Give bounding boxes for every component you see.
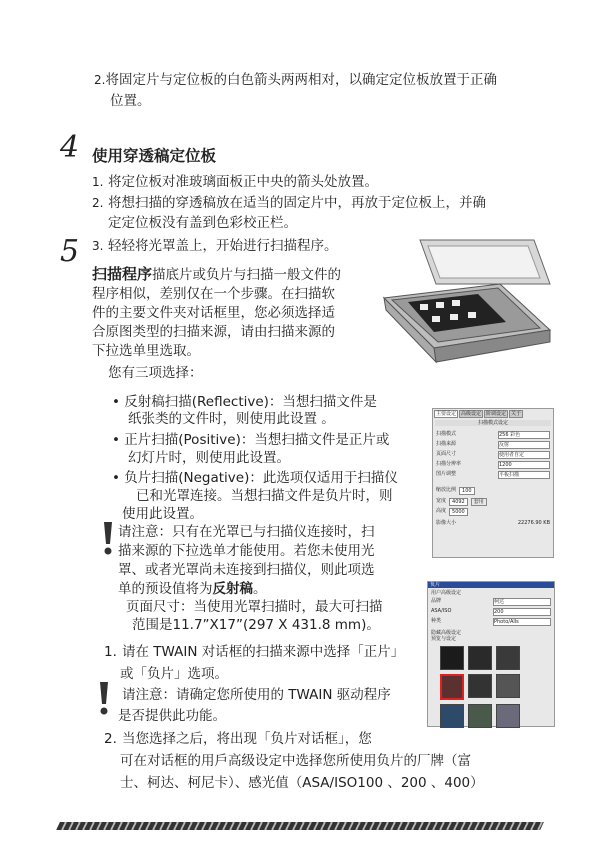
row-select: 1200 [498, 461, 550, 469]
twain-dialog-screenshot [432, 408, 554, 558]
page-size-line: 范围是11.7”X17”(297 X 431.8 mm)。 [132, 617, 380, 633]
para-line: 描底片或负片与扫描一般文件的 [152, 267, 342, 283]
item-text-cont: 可在对话框的用戶高级设定中选择您所使用负片的厂牌（富 [120, 753, 471, 769]
thumbnail [440, 704, 464, 728]
row-select: Photo/Alls [493, 618, 551, 626]
row-label: 扫描分辨率 [436, 461, 462, 467]
row-select: 使用者自定 [498, 451, 550, 459]
item-number: 3. [92, 239, 104, 253]
row-select: 反射 [498, 441, 550, 449]
row-label: 页面尺寸 [436, 451, 457, 457]
para-line: 程序相似，差别仅在一个步骤。在扫描软 [92, 286, 335, 302]
list-item [92, 194, 486, 213]
step-title: 使用穿透稿定位板 [92, 147, 217, 165]
item-number: 2. [104, 731, 117, 747]
bullet-item: • 负片扫描(Negative)：此选项仅适用于扫描仪 [112, 470, 398, 486]
row-label: 品牌 [431, 598, 442, 604]
bullet-item-cont: 纸张类的文件时，则使用此设置 。 [128, 411, 335, 427]
width-value: 4092 [449, 498, 468, 506]
exclamation-icon [100, 520, 116, 556]
item-text-cont: 或「负片」选项。 [120, 666, 228, 682]
list-item [104, 730, 372, 749]
bullet-item-cont: 使用此设置。 [122, 506, 203, 522]
row-label: 图片调整 [436, 471, 457, 477]
preview-checkbox: 预览与设定 [431, 636, 457, 642]
item-text-cont: 定定位板没有盖到色彩校正栏。 [108, 215, 297, 231]
note-line: 是否提供此功能。 [118, 708, 226, 724]
top-item [94, 71, 497, 90]
size-label: 影像大小 [436, 520, 457, 526]
note-line: 请注意：只有在光罩已与扫描仪连接时，扫 [118, 524, 375, 540]
item-text-cont: 位置。 [110, 93, 151, 109]
item-text-cont: 士、柯达、柯尼卡）、感光值（ASA/ISO100 、200 、400） [120, 775, 484, 791]
thumbnail [468, 674, 492, 698]
note-line: 描来源的下拉选单才能使用。若您未使用光 [118, 543, 375, 559]
row-label: 扫描模式 [436, 431, 457, 437]
thumbnail [496, 646, 520, 670]
step-number: 5 [60, 234, 80, 269]
note-line: 单的预设值将为 [118, 581, 213, 597]
row-label: 扫描来源 [436, 441, 457, 447]
page-size-line: 页面尺寸：当使用光罩扫描时，最大可扫描 [126, 599, 383, 615]
thumbnail [468, 704, 492, 728]
note [118, 523, 418, 599]
bullet-item: • 反射稿扫描(Reflective)：当想扫描文件是 [112, 394, 377, 410]
item-number: 1. [92, 175, 104, 189]
step-number: 4 [60, 130, 80, 165]
row-select: 256 彩色 [498, 431, 550, 439]
bullet-item-cont: 已和光罩连接。当想扫描文件是负片时，则 [136, 488, 393, 504]
apply-button: 套用 [471, 498, 487, 506]
dialog-titlebar: 负片 [428, 582, 554, 588]
item-text: 当您选择之后，将出现「负片对话框」，您 [122, 731, 372, 747]
para-line: 合原图类型的扫描来源，请由扫描来源的 [92, 324, 335, 340]
tab-main: 主要设定 [436, 411, 457, 417]
height-value: 5000 [449, 508, 468, 516]
thumbnail [440, 646, 464, 670]
exclamation-icon [96, 680, 112, 716]
item-text: 将定位板对准玻璃面板正中央的箭头处放置。 [108, 174, 378, 190]
para-bold: 扫描程序 [92, 265, 153, 283]
list-item [92, 237, 338, 256]
width-label: 宽度 [436, 498, 447, 504]
item-text: 轻轻将光罩盖上，开始进行扫描程序。 [108, 238, 338, 254]
hide-adv-checkbox: 隐藏高级设定 [431, 630, 462, 636]
note-end: 。 [253, 581, 267, 597]
item-text: 请在 TWAIN 对话框的扫描来源中选择「正片」 [122, 644, 405, 660]
adv-label: 用户高级设定 [431, 590, 462, 596]
scale-label: 缩放比例 [436, 487, 457, 493]
choices-intro: 您有三项选择： [108, 365, 203, 381]
item-number: 2. [94, 73, 106, 87]
bullet-item: • 正片扫描(Positive)：当想扫描文件是正片或 [112, 432, 390, 448]
tab-advanced: 高级设定 [461, 411, 482, 417]
para-line: 下拉选单里选取。 [92, 343, 200, 359]
list-item [92, 173, 378, 192]
step5-paragraph [92, 265, 392, 361]
thumbnail [496, 674, 520, 698]
note-bold: 反射稿 [212, 581, 253, 597]
list-item [104, 643, 404, 662]
row-select: 柯达 [493, 598, 551, 606]
bullet-item-cont: 幻灯片时，则使用此设置。 [128, 450, 290, 466]
tab-tone: 阶调设定 [486, 411, 507, 417]
footer-decorative-bar [56, 822, 544, 830]
note-line: 请注意：请确定您所使用的 TWAIN 驱动程序 [122, 687, 391, 703]
note-line: 罩、或者光罩尚未连接到扫描仪，则此项选 [118, 562, 375, 578]
item-text: 将想扫描的穿透稿放在适当的固定片中，再放于定位板上，并确 [108, 195, 486, 211]
negative-dialog-screenshot [427, 581, 555, 727]
scale-value: 100 [459, 487, 475, 495]
item-number: 1. [104, 644, 117, 660]
row-select: 200 [493, 608, 551, 616]
row-label: 种类 [431, 618, 442, 624]
thumbnail [496, 704, 520, 728]
para-line: 件的主要文件夹对话框里，您必须选择适 [92, 305, 335, 321]
scanner-illustration [382, 238, 552, 366]
item-text: 将固定片与定位板的白色箭头两两相对，以确定定位板放置于正确 [105, 72, 497, 88]
film-thumbnails [428, 644, 554, 730]
dialog-title: 扫描模式设定 [435, 420, 551, 426]
height-label: 高度 [436, 508, 447, 514]
row-select: 平板扫描 [498, 471, 550, 479]
thumbnail [468, 646, 492, 670]
row-label: ASA/ISO [431, 608, 452, 614]
item-number: 2. [92, 196, 104, 210]
size-value: 22276.90 KB [517, 520, 550, 526]
thumbnail [440, 674, 464, 700]
tab-about: 关于 [511, 411, 522, 417]
